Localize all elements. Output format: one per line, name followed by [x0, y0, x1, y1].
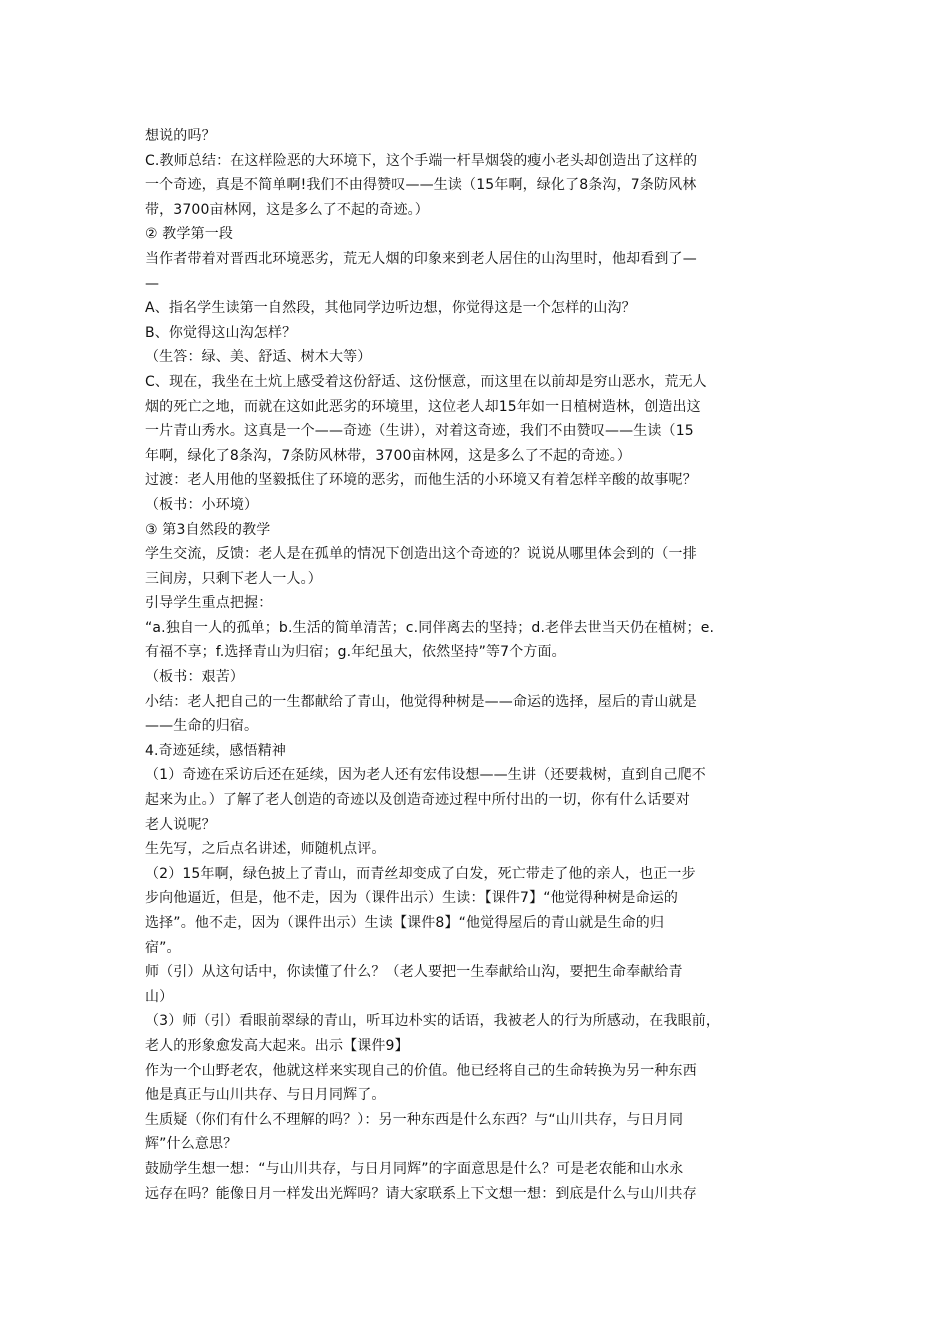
text-line: ——生命的归宿。 [145, 718, 259, 735]
text-line: B、你觉得这山沟怎样？ [145, 324, 297, 341]
text-line: 步向他逼近，但是，他不走，因为（课件出示）生读：【课件7】“他觉得种树是命运的 [145, 890, 679, 907]
text-line: （生答：绿、美、舒适、树木大等） [145, 349, 372, 366]
text-line: （板书：小环境） [145, 496, 259, 513]
text-line: C.教师总结：在这样险恶的大环境下，这个手端一杆旱烟袋的瘦小老头却创造出了这样的 [145, 152, 698, 169]
text-line: 老人说呢？ [145, 816, 216, 833]
text-line: 想说的吗？ [145, 128, 216, 144]
text-line: 远存在吗？能像日月一样发出光辉吗？请大家联系上下文想一想：到底是什么与山川共存 [145, 1185, 697, 1202]
text-line: 老人的形象愈发高大起来。出示【课件9】 [145, 1037, 409, 1054]
text-line: 生先写，之后点名讲述，师随机点评。 [145, 841, 386, 858]
text-line: 选择”。他不走，因为（课件出示）生读【课件8】“他觉得屋后的青山就是生命的归 [145, 915, 665, 931]
text-line: （1）奇迹在采访后还在延续，因为老人还有宏伟设想——生讲（还要栽树，直到自己爬不 [145, 767, 706, 784]
text-line: 一片青山秀水。这真是一个——奇迹（生讲），对着这奇迹，我们不由赞叹——生读（15 [145, 423, 694, 440]
text-line: “a.独自一人的孤单；b.生活的简单清苦；c.同伴离去的坚持；d.老伴去世当天仍在植树；e. [145, 619, 715, 636]
text-line: 起来为止。）了解了老人创造的奇迹以及创造奇迹过程中所付出的一切，你有什么话要对 [145, 792, 690, 809]
section-heading: ③ 第3自然段的教学 [145, 521, 271, 538]
text-line: 小结：老人把自己的一生都献给了青山，他觉得种树是——命运的选择，屋后的青山就是 [145, 693, 697, 710]
text-line: 师（引）从这句话中，你读懂了什么？（老人要把一生奉献给山沟，要把生命奉献给青 [145, 964, 683, 981]
text-line: 引导学生重点把握： [145, 595, 273, 612]
text-line: 带，3700亩林网，这是多么了不起的奇迹。） [145, 201, 429, 218]
text-line: — [145, 275, 160, 292]
document-page [145, 124, 810, 1206]
text-line: 学生交流，反馈：老人是在孤单的情况下创造出这个奇迹的？说说从哪里体会到的（一排 [145, 546, 697, 563]
text-line: A、指名学生读第一自然段，其他同学边听边想，你觉得这是一个怎样的山沟？ [145, 300, 636, 317]
text-line: （板书：艰苦） [145, 669, 245, 686]
text-line: （2）15年啊，绿色披上了青山，而青丝却变成了白发，死亡带走了他的亲人，也正一步 [145, 865, 696, 882]
text-line: 宿”。 [145, 939, 181, 956]
text-line: C、现在，我坐在土炕上感受着这份舒适、这份惬意，而这里在以前却是穷山恶水，荒无人 [145, 373, 707, 390]
text-line: 有福不享；f.选择青山为归宿；g.年纪虽大，依然坚持”等7个方面。 [145, 644, 566, 661]
text-line: 一个奇迹，真是不简单啊!我们不由得赞叹——生读（15年啊，绿化了8条沟，7条防风林 [145, 177, 697, 194]
text-line: 作为一个山野老农，他就这样来实现自己的价值。他已经将自己的生命转换为另一种东西 [145, 1062, 697, 1079]
text-line: 辉”什么意思？ [145, 1136, 238, 1153]
text-line: （3）师（引）看眼前翠绿的青山，听耳边朴实的话语，我被老人的行为所感动，在我眼前， [145, 1013, 721, 1030]
text-line: 鼓励学生想一想：“与山川共存，与日月同辉”的字面意思是什么？可是老农能和山水永 [145, 1160, 684, 1177]
text-line: 山） [145, 988, 174, 1005]
section-heading: ② 教学第一段 [145, 226, 234, 243]
text-line: 过渡：老人用他的坚毅抵住了环境的恶劣，而他生活的小环境又有着怎样辛酸的故事呢？ [145, 472, 697, 489]
text-line: 当作者带着对晋西北环境恶劣，荒无人烟的印象来到老人居住的山沟里时，他却看到了— [145, 250, 697, 267]
text-line: 三间房，只剩下老人一人。） [145, 570, 322, 587]
text-line: 烟的死亡之地，而就在这如此恶劣的环境里，这位老人却15年如一日植树造林，创造出这 [145, 398, 701, 415]
text-line: 他是真正与山川共存、与日月同辉了。 [145, 1087, 386, 1104]
text-line: 生质疑（你们有什么不理解的吗？）：另一种东西是什么东西？与“山川共存，与日月同 [145, 1111, 684, 1128]
text-line: 年啊，绿化了8条沟，7条防风林带，3700亩林网，这是多么了不起的奇迹。） [145, 447, 631, 464]
section-heading: 4.奇迹延续，感悟精神 [145, 742, 287, 759]
